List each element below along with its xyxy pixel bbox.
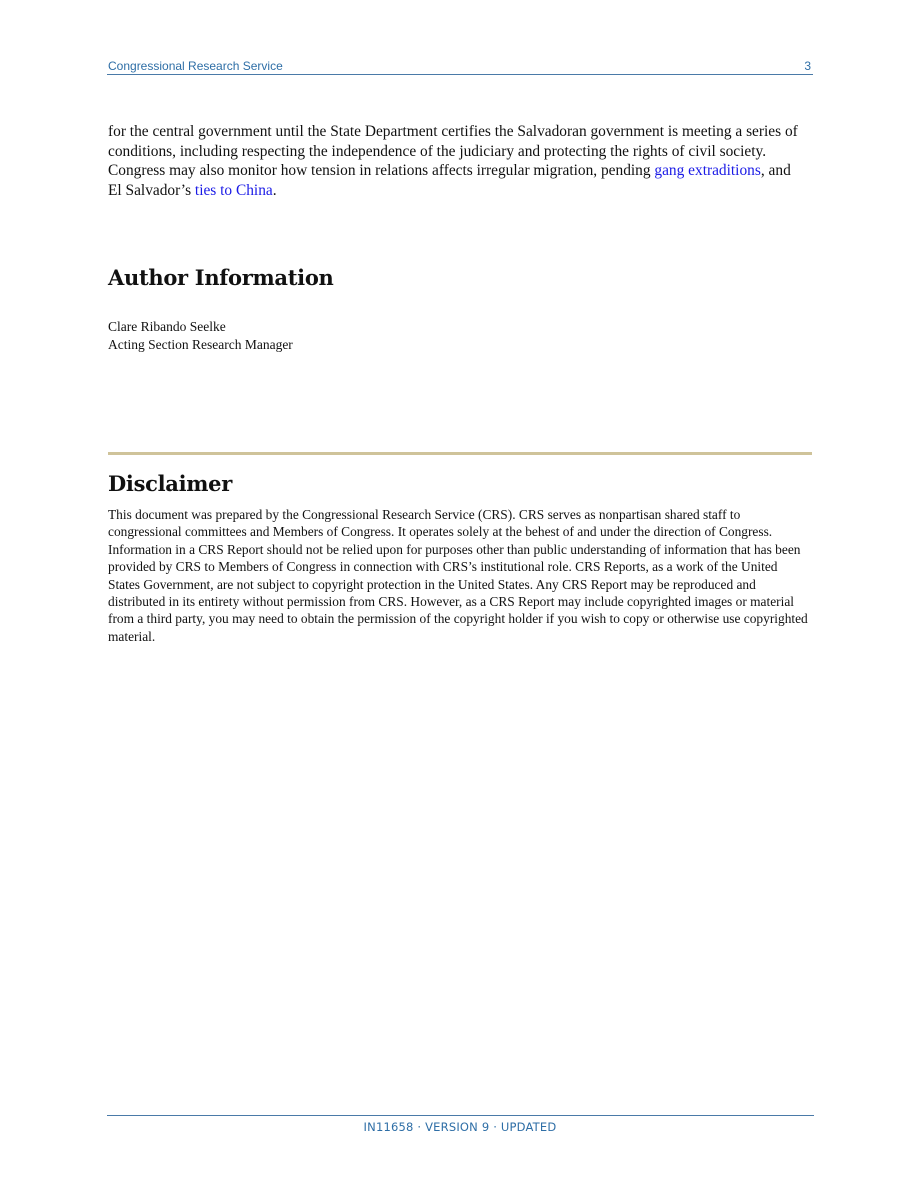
- gang-extraditions-link[interactable]: gang extraditions: [654, 162, 761, 180]
- author-title: Acting Section Research Manager: [108, 336, 293, 352]
- page-header: [107, 58, 813, 75]
- author-information-heading: Author Information: [108, 265, 334, 290]
- body-text-2: , and El Salvador’s: [108, 162, 791, 199]
- section-divider: [108, 452, 812, 455]
- footer-report-id: IN11658 · VERSION 9 · UPDATED: [363, 1120, 557, 1134]
- header-org-name: Congressional Research Service: [108, 59, 283, 73]
- body-text-1: for the central government until the State Department certifies the Salvadoran government is meeting a series of conditions, including respecting the independence of the judiciary and protecting the rights of civil society. Congress may also monitor how tension in relations affects irregular migration, pending: [108, 123, 798, 180]
- body-text-3: .: [272, 181, 277, 199]
- page-number: 3: [804, 59, 811, 73]
- body-paragraph: [108, 122, 808, 200]
- author-name: Clare Ribando Seelke: [108, 319, 226, 334]
- footer-divider: [107, 1115, 814, 1116]
- disclaimer-heading: Disclaimer: [108, 471, 233, 496]
- disclaimer-text: This document was prepared by the Congressional Research Service (CRS). CRS serves as nonpartisan shared staff to congressional committees and Members of Congress. It operates solely at the behest of and under the direction of Congress. Information in a CRS Report should not be relied upon for purposes other than public understanding of information that has been provided by CRS to Members of Congress in connection with CRS’s institutional role. CRS Reports, as a work of the United States Government, are not subject to copyright protection in the United States. Any CRS Report may be reproduced and distributed in its entirety without permission from CRS. However, as a CRS Report may include copyrighted images or material from a third party, you may need to obtain the permission of the copyright holder if you wish to copy or otherwise use copyrighted material.: [108, 507, 808, 644]
- ties-to-china-link[interactable]: ties to China: [194, 181, 273, 199]
- author-block: [108, 318, 293, 353]
